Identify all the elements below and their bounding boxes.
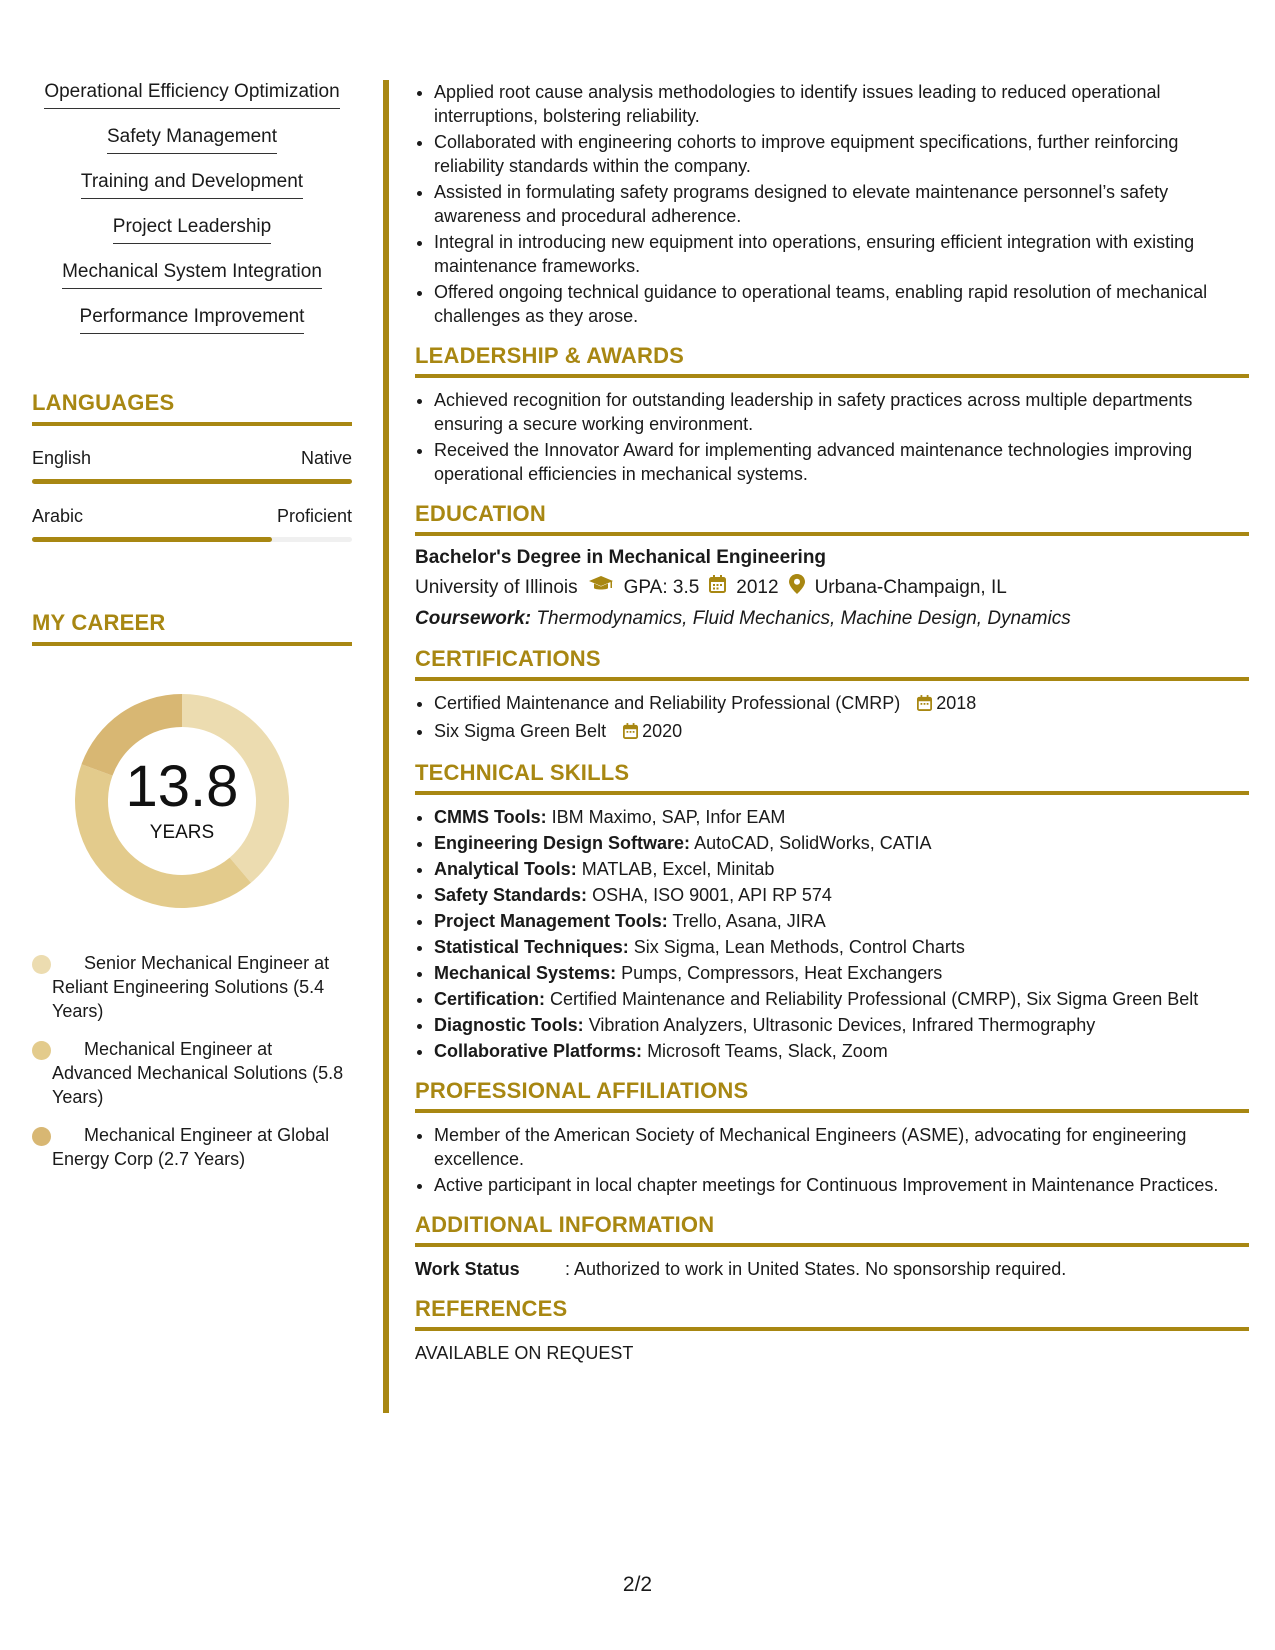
career-total-years: 13.8 <box>125 754 239 819</box>
references-heading: REFERENCES <box>415 1297 1249 1331</box>
page-number: 2/2 <box>622 1573 653 1596</box>
certification-name: Six Sigma Green Belt <box>434 721 607 741</box>
career-dot <box>32 955 51 974</box>
calendar-icon <box>623 721 638 745</box>
career-text: Senior Mechanical Engineer at Reliant Engineering Solutions (5.4 Years) <box>52 953 330 1021</box>
tech-skill-label: Certification: <box>434 989 546 1009</box>
tech-skill-item <box>434 961 1249 985</box>
references-section <box>415 1297 1249 1365</box>
work-status-value: : Authorized to work in United States. No sponsorship required. <box>565 1259 1067 1279</box>
tech-skill-value: Trello, Asana, JIRA <box>672 911 826 931</box>
tech-skill-item <box>434 909 1249 933</box>
tech-skill-item <box>434 857 1249 881</box>
tech-skill-item <box>434 1039 1249 1063</box>
language-bar-fill <box>32 537 272 542</box>
certification-item <box>434 719 1249 745</box>
career-dot <box>32 1041 51 1060</box>
tech-skill-item <box>434 987 1249 1011</box>
languages-section <box>32 390 352 542</box>
tech-skill-label: Engineering Design Software: <box>434 833 691 853</box>
calendar-icon <box>709 575 726 600</box>
skills-list <box>32 80 352 350</box>
leadership-heading: LEADERSHIP & AWARDS <box>415 344 1249 378</box>
experience-bullets <box>415 80 1249 328</box>
education-section <box>415 502 1249 631</box>
affiliations-heading: PROFESSIONAL AFFILIATIONS <box>415 1079 1249 1113</box>
language-bar-fill <box>32 479 352 484</box>
leadership-section <box>415 344 1249 486</box>
certifications-section <box>415 647 1249 745</box>
right-column <box>415 80 1249 1365</box>
tech-skill-item <box>434 831 1249 855</box>
language-item <box>32 506 352 542</box>
language-name: English <box>32 448 92 468</box>
column-divider <box>383 80 389 1413</box>
coursework <box>415 607 1249 631</box>
tech-skill-label: Mechanical Systems: <box>434 963 617 983</box>
tech-skill-item <box>434 883 1249 907</box>
career-item <box>32 951 352 1023</box>
tech-skill-value: Certified Maintenance and Reliability Professional (CMRP), Six Sigma Green Belt <box>550 989 1199 1009</box>
career-text: Mechanical Engineer at Global Energy Corp (2.7 Years) <box>52 1125 330 1169</box>
languages-heading: LANGUAGES <box>32 390 352 426</box>
skill-item: Project Leadership <box>113 215 271 244</box>
tech-skill-label: Diagnostic Tools: <box>434 1015 584 1035</box>
career-item <box>32 1123 352 1171</box>
education-heading: EDUCATION <box>415 502 1249 536</box>
experience-bullet: • Offered ongoing technical guidance to operational teams, enabling rapid resolution of mechanical challenges as they arose. <box>434 280 1249 328</box>
tech-skill-value: Pumps, Compressors, Heat Exchangers <box>621 963 943 983</box>
tech-skill-item <box>434 1013 1249 1037</box>
skill-item: Operational Efficiency Optimization <box>44 80 339 109</box>
career-heading: MY CAREER <box>32 610 352 646</box>
career-total-unit: YEARS <box>149 822 215 843</box>
degree-title: Bachelor's Degree in Mechanical Engineering <box>415 547 827 568</box>
calendar-icon <box>917 693 932 717</box>
career-list <box>32 951 352 1171</box>
additional-info-heading: ADDITIONAL INFORMATION <box>415 1213 1249 1247</box>
education-meta <box>415 574 1249 601</box>
career-dot <box>32 1127 51 1146</box>
affiliations-section <box>415 1079 1249 1197</box>
experience-bullet: • Collaborated with engineering cohorts to improve equipment specifications, further reinforcing reliability standards within the company. <box>434 130 1249 178</box>
work-status-label: Work Status <box>415 1259 520 1279</box>
tech-skill-value: IBM Maximo, SAP, Infor EAM <box>551 807 786 827</box>
language-level: Native <box>300 448 352 468</box>
leadership-item: • Received the Innovator Award for implementing advanced maintenance technologies improving operational efficiencies in mechanical systems. <box>434 438 1249 486</box>
language-name: Arabic <box>32 506 84 526</box>
skill-item: Mechanical System Integration <box>62 260 322 289</box>
school-location: Urbana-Champaign, IL <box>814 576 1007 598</box>
additional-info-section <box>415 1213 1249 1281</box>
coursework-label: Coursework: <box>415 608 532 629</box>
leadership-item: • Achieved recognition for outstanding leadership in safety practices across multiple departments ensuring a secure working environment. <box>434 388 1249 436</box>
tech-skill-item <box>434 805 1249 829</box>
language-bar <box>32 479 352 484</box>
experience-bullet: • Assisted in formulating safety programs designed to elevate maintenance personnel’s safety awareness and procedural adherence. <box>434 180 1249 228</box>
skill-item: Performance Improvement <box>80 305 305 334</box>
technical-skills-section <box>415 761 1249 1063</box>
tech-skill-item <box>434 935 1249 959</box>
language-bar <box>32 537 352 542</box>
experience-bullet: • Integral in introducing new equipment into operations, ensuring efficient integration with existing maintenance frameworks. <box>434 230 1249 278</box>
tech-skill-label: CMMS Tools: <box>434 807 547 827</box>
tech-skill-value: OSHA, ISO 9001, API RP 574 <box>592 885 832 905</box>
location-pin-icon <box>789 574 805 601</box>
technical-skills-heading: TECHNICAL SKILLS <box>415 761 1249 795</box>
affiliation-item: • Member of the American Society of Mechanical Engineers (ASME), advocating for engineering excellence. <box>434 1123 1249 1171</box>
experience-bullet: • Applied root cause analysis methodologies to identify issues leading to reduced operational interruptions, bolstering reliability. <box>434 80 1249 128</box>
tech-skill-label: Collaborative Platforms: <box>434 1041 643 1061</box>
tech-skill-label: Statistical Techniques: <box>434 937 629 957</box>
tech-skill-value: MATLAB, Excel, Minitab <box>581 859 775 879</box>
certification-year: 2020 <box>642 721 683 741</box>
career-item <box>32 1037 352 1109</box>
affiliation-item: • Active participant in local chapter meetings for Continuous Improvement in Maintenance Practices. <box>434 1173 1249 1197</box>
tech-skill-label: Project Management Tools: <box>434 911 668 931</box>
graduation-cap-icon <box>588 575 614 600</box>
gpa: GPA: 3.5 <box>623 576 700 598</box>
graduation-year: 2012 <box>736 576 779 598</box>
left-column <box>32 80 352 1185</box>
skill-item: Training and Development <box>81 170 303 199</box>
certification-item <box>434 691 1249 717</box>
tech-skill-value: Six Sigma, Lean Methods, Control Charts <box>633 937 965 957</box>
career-section <box>32 610 352 1171</box>
language-level: Proficient <box>276 506 352 526</box>
tech-skill-label: Analytical Tools: <box>434 859 577 879</box>
tech-skill-value: Microsoft Teams, Slack, Zoom <box>647 1041 888 1061</box>
references-text: AVAILABLE ON REQUEST <box>415 1343 634 1363</box>
language-item <box>32 448 352 484</box>
certification-name: Certified Maintenance and Reliability Professional (CMRP) <box>434 693 901 713</box>
tech-skill-label: Safety Standards: <box>434 885 588 905</box>
career-text: Mechanical Engineer at Advanced Mechanical Solutions (5.8 Years) <box>52 1039 344 1107</box>
coursework-list: Thermodynamics, Fluid Mechanics, Machine Design, Dynamics <box>536 608 1071 629</box>
certifications-heading: CERTIFICATIONS <box>415 647 1249 681</box>
tech-skill-value: Vibration Analyzers, Ultrasonic Devices, Infrared Thermography <box>588 1015 1096 1035</box>
skill-item: Safety Management <box>107 125 277 154</box>
career-donut-chart <box>67 686 297 916</box>
certification-year: 2018 <box>936 693 977 713</box>
tech-skill-value: AutoCAD, SolidWorks, CATIA <box>694 833 932 853</box>
school-name: University of Illinois <box>415 576 578 598</box>
